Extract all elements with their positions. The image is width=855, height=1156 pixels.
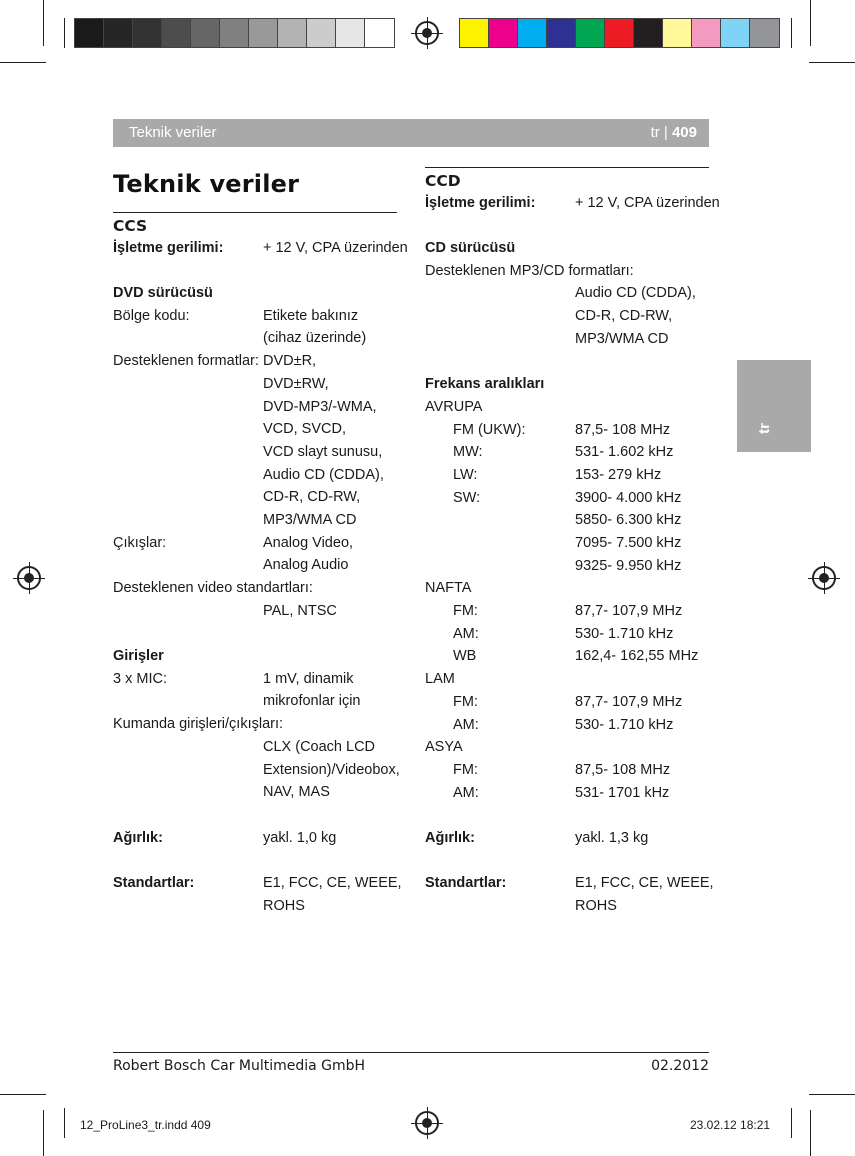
crop-mark <box>43 0 44 46</box>
registration-mark-icon <box>415 1111 439 1135</box>
spacer-row <box>113 852 403 875</box>
registration-mark-icon <box>17 566 41 590</box>
color-swatch <box>605 19 634 47</box>
gray-swatch <box>104 19 133 47</box>
spec-row <box>113 580 403 603</box>
spec-label: WB <box>453 648 477 665</box>
spec-label: LW: <box>453 466 478 483</box>
spec-row <box>113 376 403 399</box>
divider <box>113 212 397 213</box>
crop-mark <box>0 1094 46 1095</box>
spec-value: CLX (Coach LCD <box>263 738 376 755</box>
spacer-row <box>113 807 403 830</box>
spec-value: 87,7- 107,9 MHz <box>575 693 683 710</box>
spec-row <box>113 467 403 490</box>
spacer-row <box>113 625 403 648</box>
section-heading <box>113 217 403 240</box>
spacer-row <box>425 807 715 830</box>
crop-mark <box>791 1108 792 1138</box>
language-tab <box>737 360 811 452</box>
ccd-spec-column <box>425 172 720 921</box>
spec-row <box>113 762 403 785</box>
spec-value: MP3/WMA CD <box>575 330 669 347</box>
spec-label: AM: <box>453 784 479 801</box>
color-calibration-bar <box>459 18 780 48</box>
spec-label: FM: <box>453 761 478 778</box>
slug-stamp: 23.02.12 18:21 <box>690 1118 771 1132</box>
spec-value: (cihaz üzerinde) <box>263 330 367 347</box>
spec-label: CD sürücüsü <box>425 240 516 257</box>
spec-value: PAL, NTSC <box>263 602 337 619</box>
spec-label: Desteklenen video standartları: <box>113 580 313 596</box>
spec-value: 3900- 4.000 kHz <box>575 489 682 506</box>
spec-row <box>113 512 403 535</box>
spec-label: SW: <box>453 489 481 506</box>
gray-swatch <box>307 19 336 47</box>
spec-label: FM: <box>453 603 478 620</box>
spec-row <box>425 898 715 921</box>
spec-row <box>425 308 715 331</box>
spec-value: Audio CD (CDDA), <box>575 285 696 302</box>
crop-mark <box>43 1110 44 1156</box>
spec-value: 7095- 7.500 kHz <box>575 535 682 551</box>
spec-row <box>425 263 715 286</box>
spec-value: Audio CD (CDDA), <box>263 466 384 483</box>
spec-row <box>113 875 403 898</box>
color-swatch <box>489 19 518 47</box>
spec-label: Ağırlık: <box>113 829 163 846</box>
gray-swatch <box>249 19 278 47</box>
spec-value: ROHS <box>575 898 617 914</box>
spec-value: Extension)/Videobox, <box>263 761 400 778</box>
header-lang: tr | <box>650 124 668 141</box>
crop-mark <box>809 1094 855 1095</box>
spec-row <box>113 353 403 376</box>
spec-row <box>113 330 403 353</box>
spacer-row <box>425 217 715 240</box>
header-section: Teknik veriler <box>129 124 217 141</box>
spec-value: MP3/WMA CD <box>263 511 357 528</box>
spec-value: DVD-MP3/-WMA, <box>263 398 377 415</box>
spec-value: Analog Video, <box>263 534 354 551</box>
spec-label: Desteklenen MP3/CD formatları: <box>425 262 634 279</box>
page-title: Teknik veriler <box>113 170 300 198</box>
spec-row <box>425 694 715 717</box>
spec-row <box>425 717 715 740</box>
spec-row <box>425 603 715 626</box>
spec-label: NAFTA <box>425 580 472 597</box>
color-swatch <box>721 19 750 47</box>
ccs-spec-column <box>113 217 408 920</box>
spec-label: MW: <box>453 444 483 461</box>
spec-label: İşletme gerilimi: <box>425 194 536 211</box>
spec-row <box>425 490 715 513</box>
color-swatch <box>692 19 721 47</box>
spec-value: yakl. 1,3 kg <box>575 829 649 846</box>
crop-mark <box>810 1110 811 1156</box>
spec-value: 530- 1.710 kHz <box>575 625 674 642</box>
footer-date: 02.2012 <box>651 1058 709 1074</box>
spec-row <box>425 535 715 558</box>
spec-row <box>113 830 403 853</box>
spec-row <box>425 194 720 218</box>
spec-label: ASYA <box>425 739 463 756</box>
spec-row <box>425 444 715 467</box>
spec-label: AM: <box>453 716 479 733</box>
spec-label: Çıkışlar: <box>113 534 167 551</box>
spec-row <box>113 603 403 626</box>
spec-value: 153- 279 kHz <box>575 466 662 483</box>
gray-calibration-bar <box>74 18 395 48</box>
spec-row <box>425 240 715 263</box>
spec-value: NAV, MAS <box>263 784 330 801</box>
divider <box>113 1052 709 1053</box>
slug-file: 12_ProLine3_tr.indd 409 <box>80 1118 211 1132</box>
spec-label: LAM <box>425 671 455 688</box>
spec-value: VCD, SVCD, <box>263 421 346 438</box>
spec-row <box>425 580 715 603</box>
gray-swatch <box>75 19 104 47</box>
spec-value: yakl. 1,0 kg <box>263 829 337 846</box>
spec-row <box>425 739 715 762</box>
spec-label: İşletme gerilimi: <box>113 239 224 256</box>
spec-value: 5850- 6.300 kHz <box>575 512 682 529</box>
color-swatch <box>750 19 779 47</box>
spec-value: DVD±R, <box>263 353 317 370</box>
spec-label: Girişler <box>113 648 164 665</box>
spec-row <box>425 512 715 535</box>
spec-row <box>113 399 403 422</box>
spec-row <box>113 444 403 467</box>
spec-label: Frekans aralıkları <box>425 376 545 393</box>
spec-row <box>113 648 403 671</box>
spec-row <box>113 489 403 512</box>
spec-label: Standartlar: <box>425 875 507 892</box>
spec-label: FM: <box>453 693 478 710</box>
gray-swatch <box>162 19 191 47</box>
spec-value: 9325- 9.950 kHz <box>575 557 682 574</box>
spec-value: mikrofonlar için <box>263 693 361 710</box>
crop-mark <box>64 1108 65 1138</box>
color-swatch <box>518 19 547 47</box>
spacer-row <box>425 853 715 876</box>
spacer-row <box>425 354 715 377</box>
divider <box>425 167 709 168</box>
crop-mark <box>809 62 855 63</box>
spec-value: + 12 V, CPA üzerinden <box>575 194 720 211</box>
gray-swatch <box>336 19 365 47</box>
spec-label: AVRUPA <box>425 398 483 415</box>
spec-row <box>113 716 403 739</box>
spec-label: AM: <box>453 625 479 642</box>
spec-value: 531- 1701 kHz <box>575 784 670 801</box>
spec-label: DVD sürücüsü <box>113 285 213 302</box>
spec-row <box>113 671 403 694</box>
spec-value: E1, FCC, CE, WEEE, <box>575 875 714 892</box>
spec-row <box>425 830 715 853</box>
spec-row <box>425 648 715 671</box>
spec-value: CD-R, CD-RW, <box>263 489 361 506</box>
registration-mark-icon <box>415 21 439 45</box>
gray-swatch <box>191 19 220 47</box>
crop-mark <box>0 62 46 63</box>
spec-label: Kumanda girişleri/çıkışları: <box>113 716 284 733</box>
header-page <box>651 124 697 141</box>
spec-row <box>425 875 715 898</box>
gray-swatch <box>220 19 249 47</box>
spec-label: CCS <box>113 217 148 235</box>
spec-row <box>425 558 715 581</box>
spec-value: VCD slayt sunusu, <box>263 443 383 460</box>
page-number: 409 <box>671 124 697 141</box>
gray-swatch <box>133 19 162 47</box>
spec-row <box>425 671 715 694</box>
spec-row <box>113 898 403 921</box>
spec-row <box>113 784 403 807</box>
spec-label: Ağırlık: <box>425 829 475 846</box>
spacer-row <box>113 262 403 285</box>
spec-value: 87,5- 108 MHz <box>575 421 671 438</box>
spec-row <box>113 421 403 444</box>
color-swatch <box>634 19 663 47</box>
spec-row <box>425 422 715 445</box>
spec-row <box>113 693 403 716</box>
spec-value: 162,4- 162,55 MHz <box>575 648 699 665</box>
spec-label: 3 x MIC: <box>113 670 167 687</box>
spec-value: DVD±RW, <box>263 375 329 392</box>
spec-value: 531- 1.602 kHz <box>575 444 674 461</box>
spec-row <box>425 785 715 808</box>
spec-label: CCD <box>425 172 461 190</box>
spec-value: 87,7- 107,9 MHz <box>575 603 683 620</box>
spec-value: CD-R, CD-RW, <box>575 308 673 325</box>
registration-mark-icon <box>812 566 836 590</box>
crop-mark <box>810 0 811 46</box>
spec-value: + 12 V, CPA üzerinden <box>263 239 408 256</box>
gray-swatch <box>278 19 307 47</box>
spec-value: ROHS <box>263 897 305 914</box>
spec-row <box>113 239 408 263</box>
spec-label: FM (UKW): <box>453 421 526 438</box>
spec-row <box>113 557 403 580</box>
spec-row <box>113 285 403 308</box>
crop-mark <box>791 18 792 48</box>
color-swatch <box>547 19 576 47</box>
color-swatch <box>663 19 692 47</box>
footer-company: Robert Bosch Car Multimedia GmbH <box>113 1058 366 1074</box>
spec-row <box>425 376 715 399</box>
section-heading <box>425 172 715 195</box>
spec-label: Standartlar: <box>113 874 195 891</box>
spec-value: 87,5- 108 MHz <box>575 761 671 778</box>
spec-value: Etikete bakınız <box>263 307 359 324</box>
spec-label: Desteklenen formatlar: <box>113 353 259 370</box>
spec-row <box>425 467 715 490</box>
color-swatch <box>460 19 489 47</box>
spec-value: 1 mV, dinamik <box>263 670 354 687</box>
color-swatch <box>576 19 605 47</box>
spec-row <box>425 762 715 785</box>
running-header <box>113 119 709 147</box>
gray-swatch <box>365 19 394 47</box>
spec-label: Bölge kodu: <box>113 307 190 324</box>
spec-row <box>113 535 403 558</box>
spec-row <box>425 399 715 422</box>
spec-value: 530- 1.710 kHz <box>575 716 674 733</box>
spec-value: Analog Audio <box>263 557 349 574</box>
spec-row <box>425 626 715 649</box>
spec-row <box>425 331 715 354</box>
crop-mark <box>64 18 65 48</box>
language-tab-label: tr <box>755 423 773 434</box>
spec-row <box>113 739 403 762</box>
spec-row <box>425 285 715 308</box>
spec-value: E1, FCC, CE, WEEE, <box>263 874 402 891</box>
spec-row <box>113 308 403 331</box>
